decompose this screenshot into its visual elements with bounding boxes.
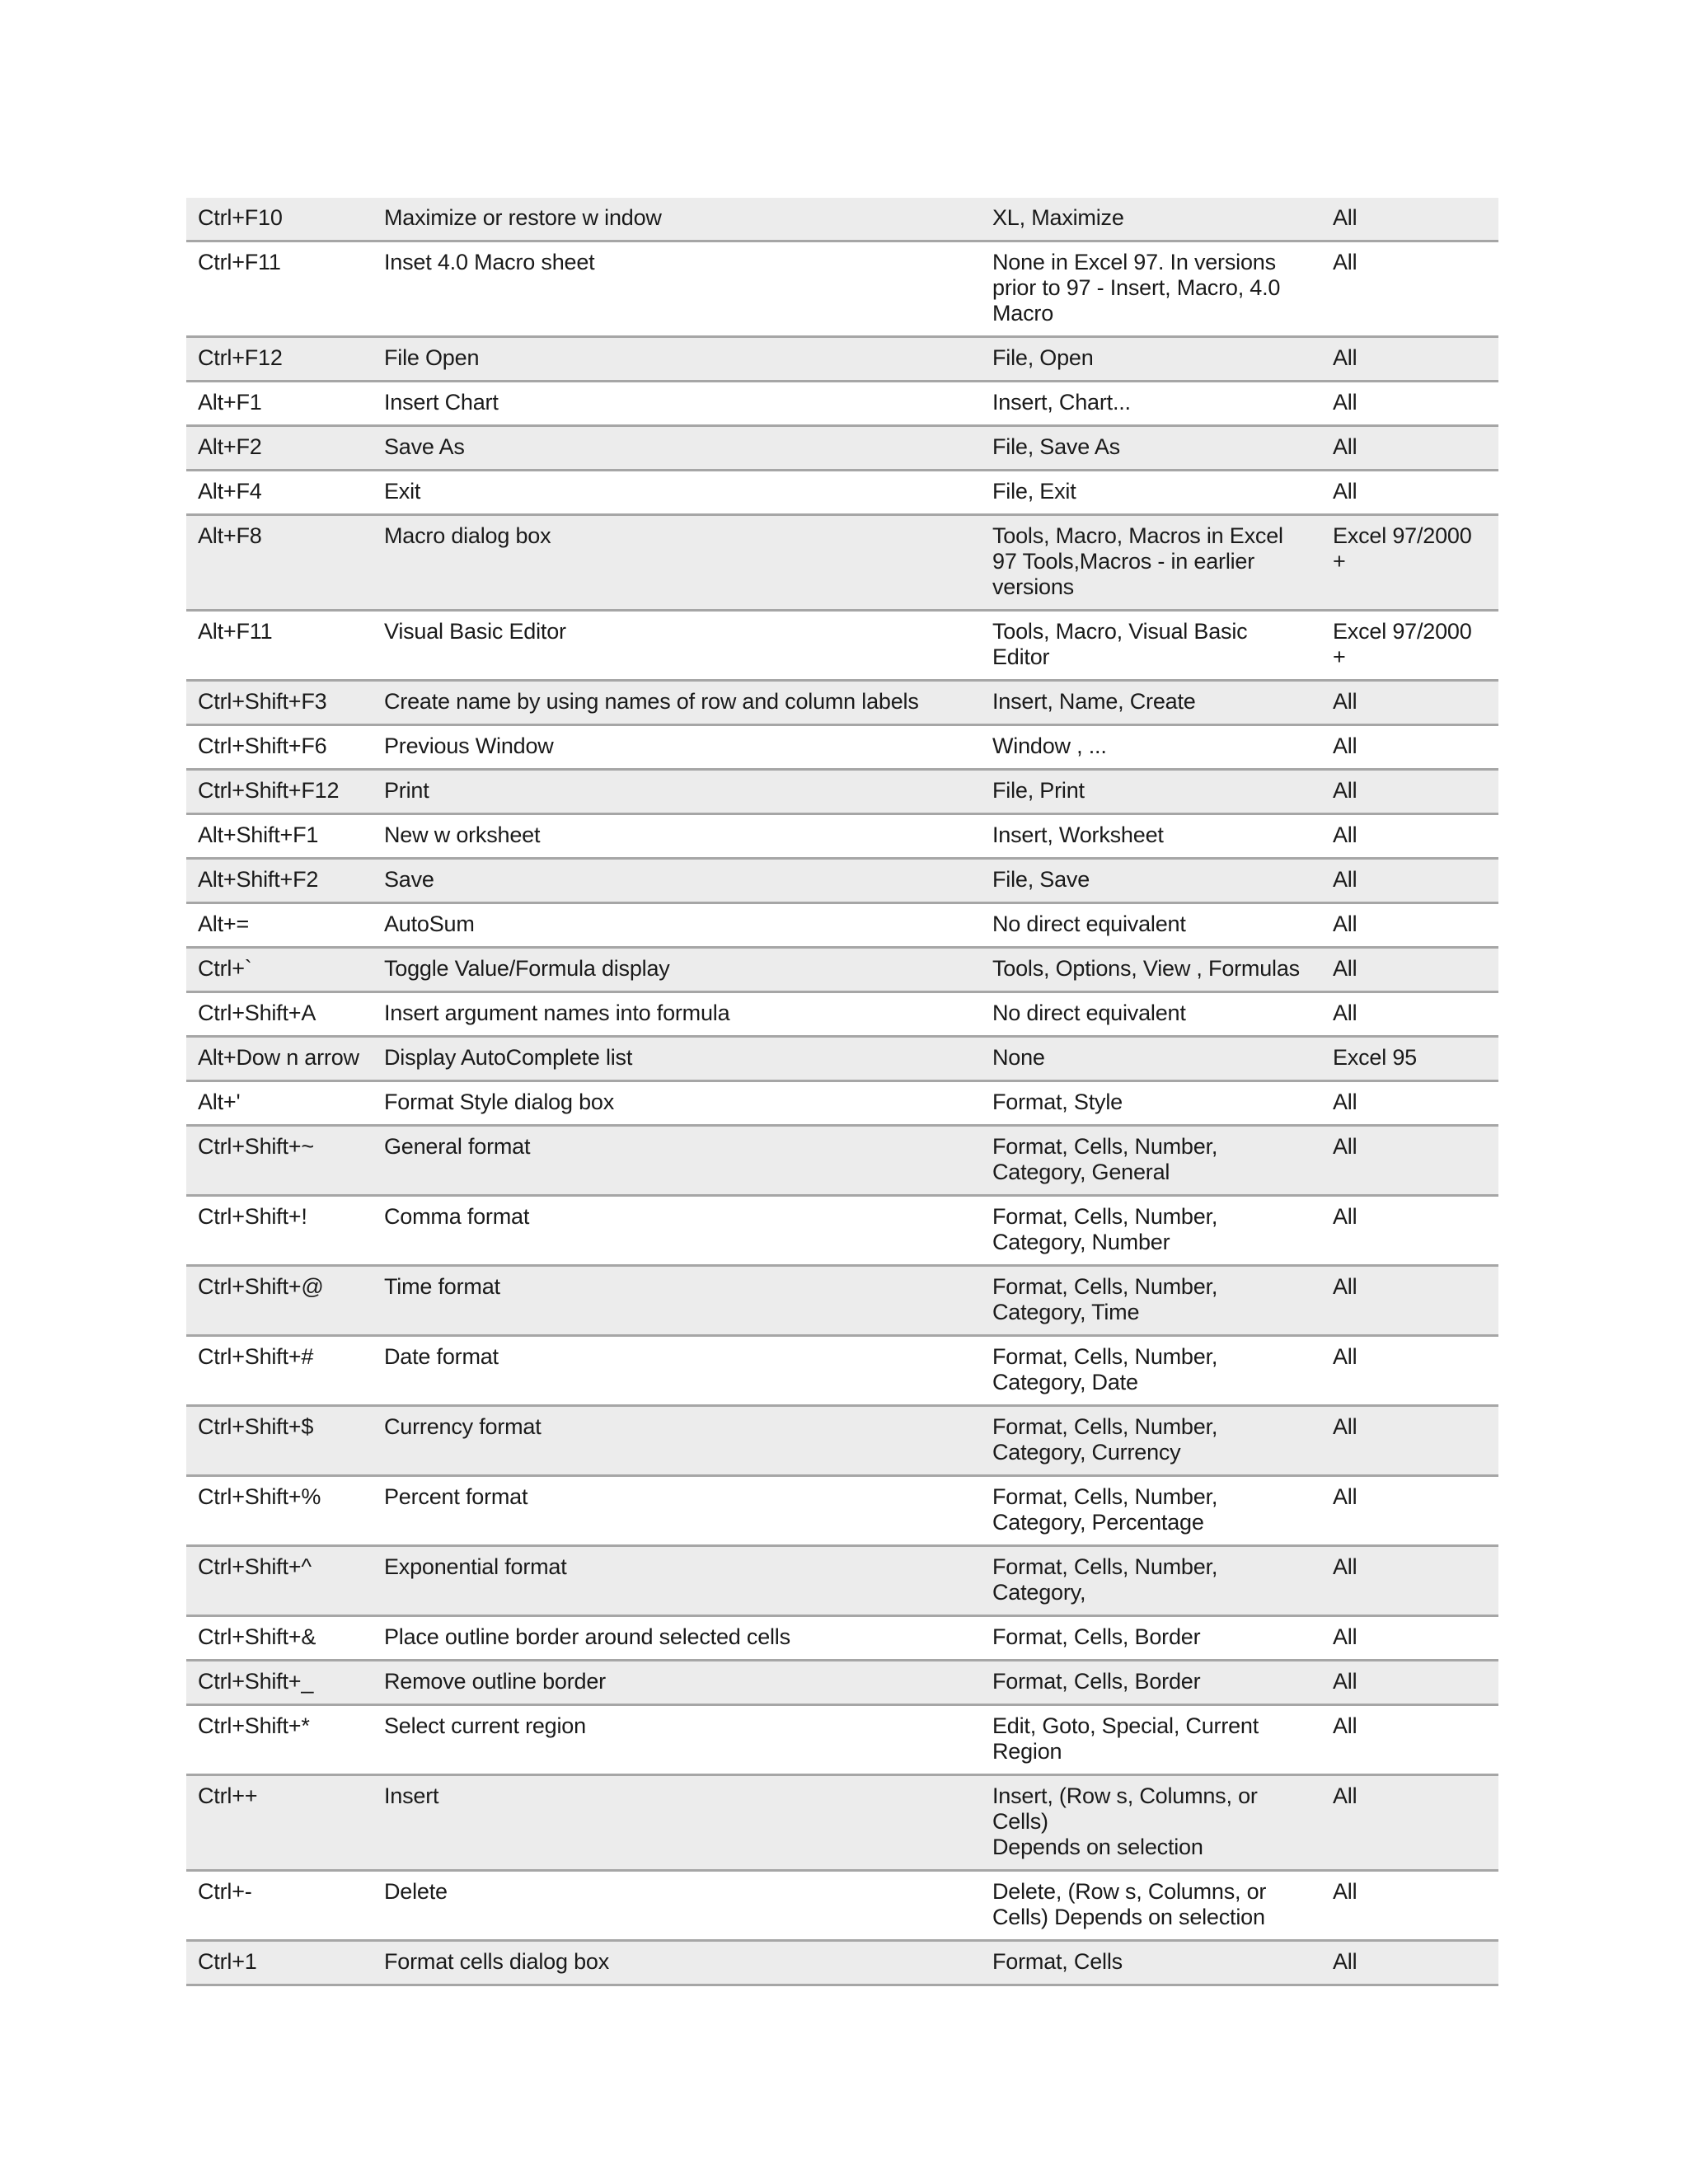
excel-version-cell: All <box>1321 681 1498 725</box>
table-row <box>186 681 1498 725</box>
document-page <box>186 198 1498 1986</box>
excel-version-cell: All <box>1333 823 1357 847</box>
menu-equivalent-cell: Format, Cells <box>981 1941 1321 1985</box>
action-description-cell: Insert <box>373 1775 981 1871</box>
table-row <box>186 1941 1498 1985</box>
shortcut-key-cell: Alt+Shift+F1 <box>198 823 319 847</box>
table-row <box>186 1661 1498 1705</box>
table-row <box>186 859 1498 903</box>
action-description-cell: Insert Chart <box>384 390 499 415</box>
excel-version-cell: All <box>1321 1941 1498 1985</box>
shortcut-key-cell: Alt+' <box>198 1090 241 1114</box>
table-row <box>186 992 1498 1037</box>
excel-version-cell: All <box>1321 1661 1498 1705</box>
table-row <box>186 611 1498 681</box>
action-description-cell: Inset 4.0 Macro sheet <box>384 250 595 274</box>
table-row <box>186 948 1498 992</box>
table-row <box>186 1126 1498 1196</box>
menu-equivalent-cell: Format, Cells, Number, Category, Currency <box>981 1406 1321 1476</box>
excel-version-cell: Excel 97/2000 + <box>1321 515 1498 611</box>
table-row <box>186 1775 1498 1871</box>
shortcuts-table-body <box>186 198 1498 1985</box>
action-description-cell: Remove outline border <box>373 1661 981 1705</box>
table-row <box>186 471 1498 515</box>
excel-version-cell: All <box>1333 1624 1357 1649</box>
action-description-cell: Insert argument names into formula <box>384 1001 730 1025</box>
excel-version-cell: All <box>1333 733 1357 758</box>
action-description-cell: Format cells dialog box <box>373 1941 981 1985</box>
action-description-cell: AutoSum <box>384 912 475 936</box>
menu-equivalent-cell: Edit, Goto, Special, Current Region <box>992 1713 1259 1764</box>
table-row <box>186 1037 1498 1081</box>
menu-equivalent-cell: File, Exit <box>992 479 1076 504</box>
menu-equivalent-cell: File, Save As <box>981 426 1321 471</box>
menu-equivalent-cell: Format, Cells, Border <box>992 1624 1201 1649</box>
action-description-cell: General format <box>373 1126 981 1196</box>
action-description-cell: File Open <box>373 337 981 382</box>
menu-equivalent-cell: Format, Cells, Number, Category, General <box>981 1126 1321 1196</box>
table-row <box>186 1081 1498 1126</box>
table-row <box>186 515 1498 611</box>
table-row <box>186 198 1498 241</box>
shortcut-key-cell: Alt+F4 <box>198 479 262 504</box>
menu-equivalent-cell: Insert, Chart... <box>992 390 1131 415</box>
table-row <box>186 1406 1498 1476</box>
table-row <box>186 1616 1498 1661</box>
excel-version-cell: All <box>1333 479 1357 504</box>
shortcut-key-cell: Ctrl+F10 <box>186 198 373 241</box>
table-row <box>186 1546 1498 1616</box>
excel-version-cell: All <box>1333 1879 1357 1904</box>
menu-equivalent-cell: Format, Cells, Number, Category, Time <box>981 1266 1321 1336</box>
action-description-cell: Save <box>373 859 981 903</box>
menu-equivalent-cell: Format, Cells, Border <box>981 1661 1321 1705</box>
excel-version-cell: All <box>1321 1266 1498 1336</box>
action-description-cell: Percent format <box>384 1484 528 1509</box>
menu-equivalent-cell: XL, Maximize <box>981 198 1321 241</box>
shortcut-key-cell: Alt+F8 <box>186 515 373 611</box>
menu-equivalent-cell: None <box>981 1037 1321 1081</box>
menu-equivalent-cell: Delete, (Row s, Columns, or Cells) Depends on selection <box>992 1879 1267 1929</box>
excel-version-cell: Excel 97/2000 + <box>1333 619 1472 669</box>
menu-equivalent-cell: File, Open <box>981 337 1321 382</box>
menu-equivalent-cell: Insert, Worksheet <box>992 823 1164 847</box>
menu-equivalent-cell: File, Print <box>981 770 1321 814</box>
action-description-cell: Exit <box>384 479 421 504</box>
table-row <box>186 770 1498 814</box>
action-description-cell: Comma format <box>384 1204 530 1229</box>
action-description-cell: Display AutoComplete list <box>373 1037 981 1081</box>
shortcut-key-cell: Ctrl++ <box>186 1775 373 1871</box>
shortcut-key-cell: Ctrl+F11 <box>198 250 281 274</box>
action-description-cell: Delete <box>384 1879 448 1904</box>
action-description-cell: Toggle Value/Formula display <box>373 948 981 992</box>
menu-equivalent-cell: Tools, Options, View , Formulas <box>981 948 1321 992</box>
excel-version-cell: All <box>1333 1204 1357 1229</box>
table-row <box>186 814 1498 859</box>
table-row <box>186 1336 1498 1406</box>
excel-version-cell: All <box>1333 250 1357 274</box>
shortcut-key-cell: Ctrl+` <box>186 948 373 992</box>
action-description-cell: Maximize or restore w indow <box>373 198 981 241</box>
action-description-cell: Save As <box>373 426 981 471</box>
excel-version-cell: All <box>1333 390 1357 415</box>
excel-version-cell: All <box>1321 337 1498 382</box>
action-description-cell: Time format <box>373 1266 981 1336</box>
shortcut-key-cell: Ctrl+Shift+F6 <box>198 733 327 758</box>
excel-version-cell: All <box>1321 770 1498 814</box>
shortcut-key-cell: Ctrl+1 <box>186 1941 373 1985</box>
excel-version-cell: All <box>1321 1546 1498 1616</box>
excel-version-cell: Excel 95 <box>1321 1037 1498 1081</box>
table-row <box>186 1871 1498 1941</box>
shortcut-key-cell: Alt+F11 <box>198 619 273 644</box>
excel-version-cell: All <box>1321 198 1498 241</box>
shortcut-key-cell: Ctrl+Shift+# <box>198 1344 314 1369</box>
excel-version-cell: All <box>1333 1090 1357 1114</box>
menu-equivalent-cell: Insert, Name, Create <box>981 681 1321 725</box>
action-description-cell: Format Style dialog box <box>384 1090 615 1114</box>
table-row <box>186 1196 1498 1266</box>
excel-version-cell: All <box>1333 1713 1357 1738</box>
excel-version-cell: All <box>1321 1406 1498 1476</box>
excel-version-cell: All <box>1333 912 1357 936</box>
table-row <box>186 903 1498 948</box>
shortcut-key-cell: Ctrl+Shift+A <box>198 1001 316 1025</box>
menu-equivalent-cell: Format, Cells, Number, Category, Number <box>992 1204 1218 1254</box>
shortcut-key-cell: Ctrl+Shift+~ <box>186 1126 373 1196</box>
action-description-cell: Print <box>373 770 981 814</box>
action-description-cell: Visual Basic Editor <box>384 619 566 644</box>
shortcut-key-cell: Ctrl+F12 <box>186 337 373 382</box>
action-description-cell: Previous Window <box>384 733 554 758</box>
menu-equivalent-cell: No direct equivalent <box>992 1001 1186 1025</box>
menu-equivalent-cell: Format, Cells, Number, Category, <box>981 1546 1321 1616</box>
table-row <box>186 241 1498 337</box>
action-description-cell: Macro dialog box <box>373 515 981 611</box>
excel-version-cell: All <box>1321 426 1498 471</box>
menu-equivalent-cell: Format, Style <box>992 1090 1123 1114</box>
excel-version-cell: All <box>1321 1775 1498 1871</box>
table-row <box>186 725 1498 770</box>
shortcut-key-cell: Alt+Dow n arrow <box>186 1037 373 1081</box>
shortcut-key-cell: Ctrl+Shift+F3 <box>186 681 373 725</box>
menu-equivalent-cell: File, Save <box>981 859 1321 903</box>
menu-equivalent-cell: Window , ... <box>992 733 1107 758</box>
shortcuts-table <box>186 198 1498 1986</box>
table-row <box>186 382 1498 426</box>
shortcut-key-cell: Ctrl+- <box>198 1879 252 1904</box>
table-row <box>186 426 1498 471</box>
shortcut-key-cell: Ctrl+Shift+@ <box>186 1266 373 1336</box>
excel-version-cell: All <box>1333 1484 1357 1509</box>
excel-version-cell: All <box>1333 1001 1357 1025</box>
menu-equivalent-cell: No direct equivalent <box>992 912 1186 936</box>
excel-version-cell: All <box>1333 1344 1357 1369</box>
menu-equivalent-cell: Tools, Macro, Visual Basic Editor <box>992 619 1248 669</box>
menu-equivalent-cell: Tools, Macro, Macros in Excel 97 Tools,Macros - in earlier versions <box>981 515 1321 611</box>
action-description-cell: Currency format <box>373 1406 981 1476</box>
menu-equivalent-cell: Insert, (Row s, Columns, or Cells) Depends on selection <box>981 1775 1321 1871</box>
shortcut-key-cell: Ctrl+Shift+^ <box>186 1546 373 1616</box>
excel-version-cell: All <box>1321 859 1498 903</box>
table-row <box>186 337 1498 382</box>
excel-version-cell: All <box>1321 948 1498 992</box>
shortcut-key-cell: Ctrl+Shift+* <box>198 1713 310 1738</box>
shortcut-key-cell: Alt+= <box>198 912 250 936</box>
shortcut-key-cell: Ctrl+Shift+& <box>198 1624 316 1649</box>
excel-version-cell: All <box>1321 1126 1498 1196</box>
table-row <box>186 1705 1498 1775</box>
shortcut-key-cell: Alt+F1 <box>198 390 262 415</box>
action-description-cell: Place outline border around selected cells <box>384 1624 790 1649</box>
action-description-cell: Date format <box>384 1344 499 1369</box>
menu-equivalent-cell: None in Excel 97. In versions prior to 97 - Insert, Macro, 4.0 Macro <box>992 250 1281 326</box>
shortcut-key-cell: Ctrl+Shift+$ <box>186 1406 373 1476</box>
shortcut-key-cell: Ctrl+Shift+! <box>198 1204 307 1229</box>
menu-equivalent-cell: Format, Cells, Number, Category, Percentage <box>992 1484 1218 1535</box>
table-row <box>186 1266 1498 1336</box>
shortcut-key-cell: Alt+Shift+F2 <box>186 859 373 903</box>
menu-equivalent-cell: Format, Cells, Number, Category, Date <box>992 1344 1218 1394</box>
shortcut-key-cell: Ctrl+Shift+_ <box>186 1661 373 1705</box>
action-description-cell: Select current region <box>384 1713 586 1738</box>
shortcut-key-cell: Ctrl+Shift+% <box>198 1484 321 1509</box>
shortcut-key-cell: Alt+F2 <box>186 426 373 471</box>
action-description-cell: New w orksheet <box>384 823 541 847</box>
action-description-cell: Exponential format <box>373 1546 981 1616</box>
shortcut-key-cell: Ctrl+Shift+F12 <box>186 770 373 814</box>
action-description-cell: Create name by using names of row and column labels <box>373 681 981 725</box>
table-row <box>186 1476 1498 1546</box>
